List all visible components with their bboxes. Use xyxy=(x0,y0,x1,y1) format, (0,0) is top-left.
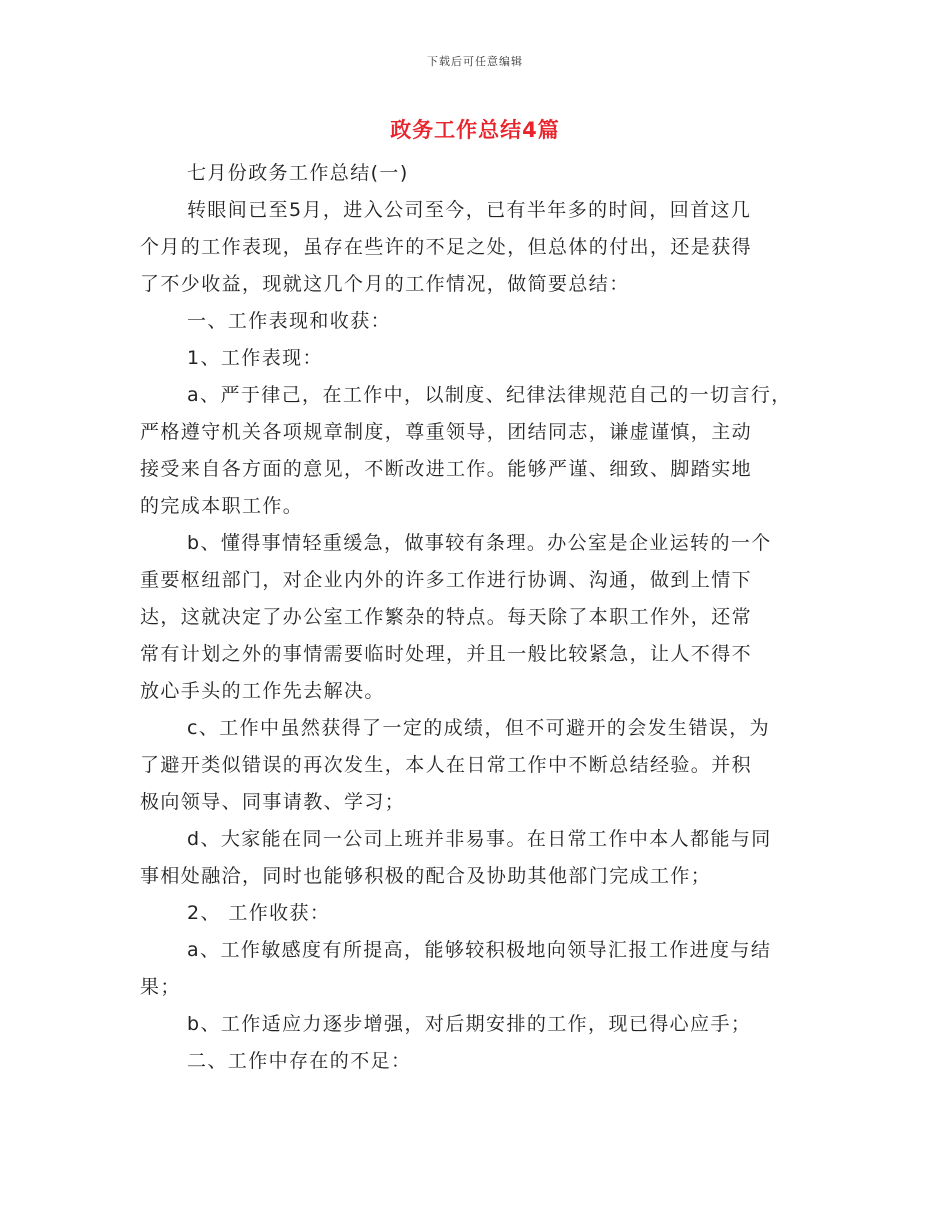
paragraph-line: 转眼间已至5月，进入公司至今，已有半年多的时间，回首这几 xyxy=(187,199,752,221)
paragraph-line: 了不少收益，现就这几个月的工作情况，做简要总结： xyxy=(140,273,630,295)
document-body xyxy=(140,155,830,1080)
paragraph-line: d、大家能在同一公司上班并非易事。在日常工作中本人都能与同 xyxy=(187,828,772,850)
paragraph-line: 常有计划之外的事情需要临时处理，并且一般比较紧急，让人不得不 xyxy=(140,643,753,665)
paragraph-line: 2、 工作收获： xyxy=(187,902,331,924)
paragraph-line: a、严于律己，在工作中，以制度、纪律法律规范自己的一切言行， xyxy=(187,384,792,406)
paragraph-line: 放心手头的工作先去解决。 xyxy=(140,680,385,702)
paragraph-line: 果； xyxy=(140,976,181,998)
paragraph-line: 七月份政务工作总结(一) xyxy=(187,162,409,184)
paragraph-line: 事相处融洽，同时也能够积极的配合及协助其他部门完成工作； xyxy=(140,865,712,887)
paragraph-line: 一、工作表现和收获： xyxy=(187,310,392,332)
paragraph-line: 接受来自各方面的意见，不断改进工作。能够严谨、细致、脚踏实地 xyxy=(140,458,753,480)
document-title: 政务工作总结4篇 xyxy=(390,118,560,142)
paragraph-line: b、工作适应力逐步增强，对后期安排的工作，现已得心应手； xyxy=(187,1013,752,1035)
paragraph-line: 严格遵守机关各项规章制度，尊重领导，团结同志，谦虚谨慎，主动 xyxy=(140,421,753,443)
page-header-watermark: 下载后可任意编辑 xyxy=(427,55,523,68)
paragraph-line: 极向领导、同事请教、学习； xyxy=(140,791,406,813)
paragraph-line: 了避开类似错误的再次发生，本人在日常工作中不断总结经验。并积 xyxy=(140,754,753,776)
paragraph-line: c、工作中虽然获得了一定的成绩，但不可避开的会发生错误，为 xyxy=(187,717,771,739)
paragraph-line: 1、工作表现： xyxy=(187,347,323,369)
paragraph-line: b、懂得事情轻重缓急，做事较有条理。办公室是企业运转的一个 xyxy=(187,532,772,554)
paragraph-line: 达，这就决定了办公室工作繁杂的特点。每天除了本职工作外，还常 xyxy=(140,606,753,628)
paragraph-line: 个月的工作表现，虽存在些许的不足之处，但总体的付出，还是获得 xyxy=(140,236,753,258)
paragraph-line: 重要枢纽部门，对企业内外的许多工作进行协调、沟通，做到上情下 xyxy=(140,569,753,591)
paragraph-line: a、工作敏感度有所提高，能够较积极地向领导汇报工作进度与结 xyxy=(187,939,772,961)
paragraph-line: 的完成本职工作。 xyxy=(140,495,304,517)
paragraph-line: 二、工作中存在的不足： xyxy=(187,1050,412,1072)
